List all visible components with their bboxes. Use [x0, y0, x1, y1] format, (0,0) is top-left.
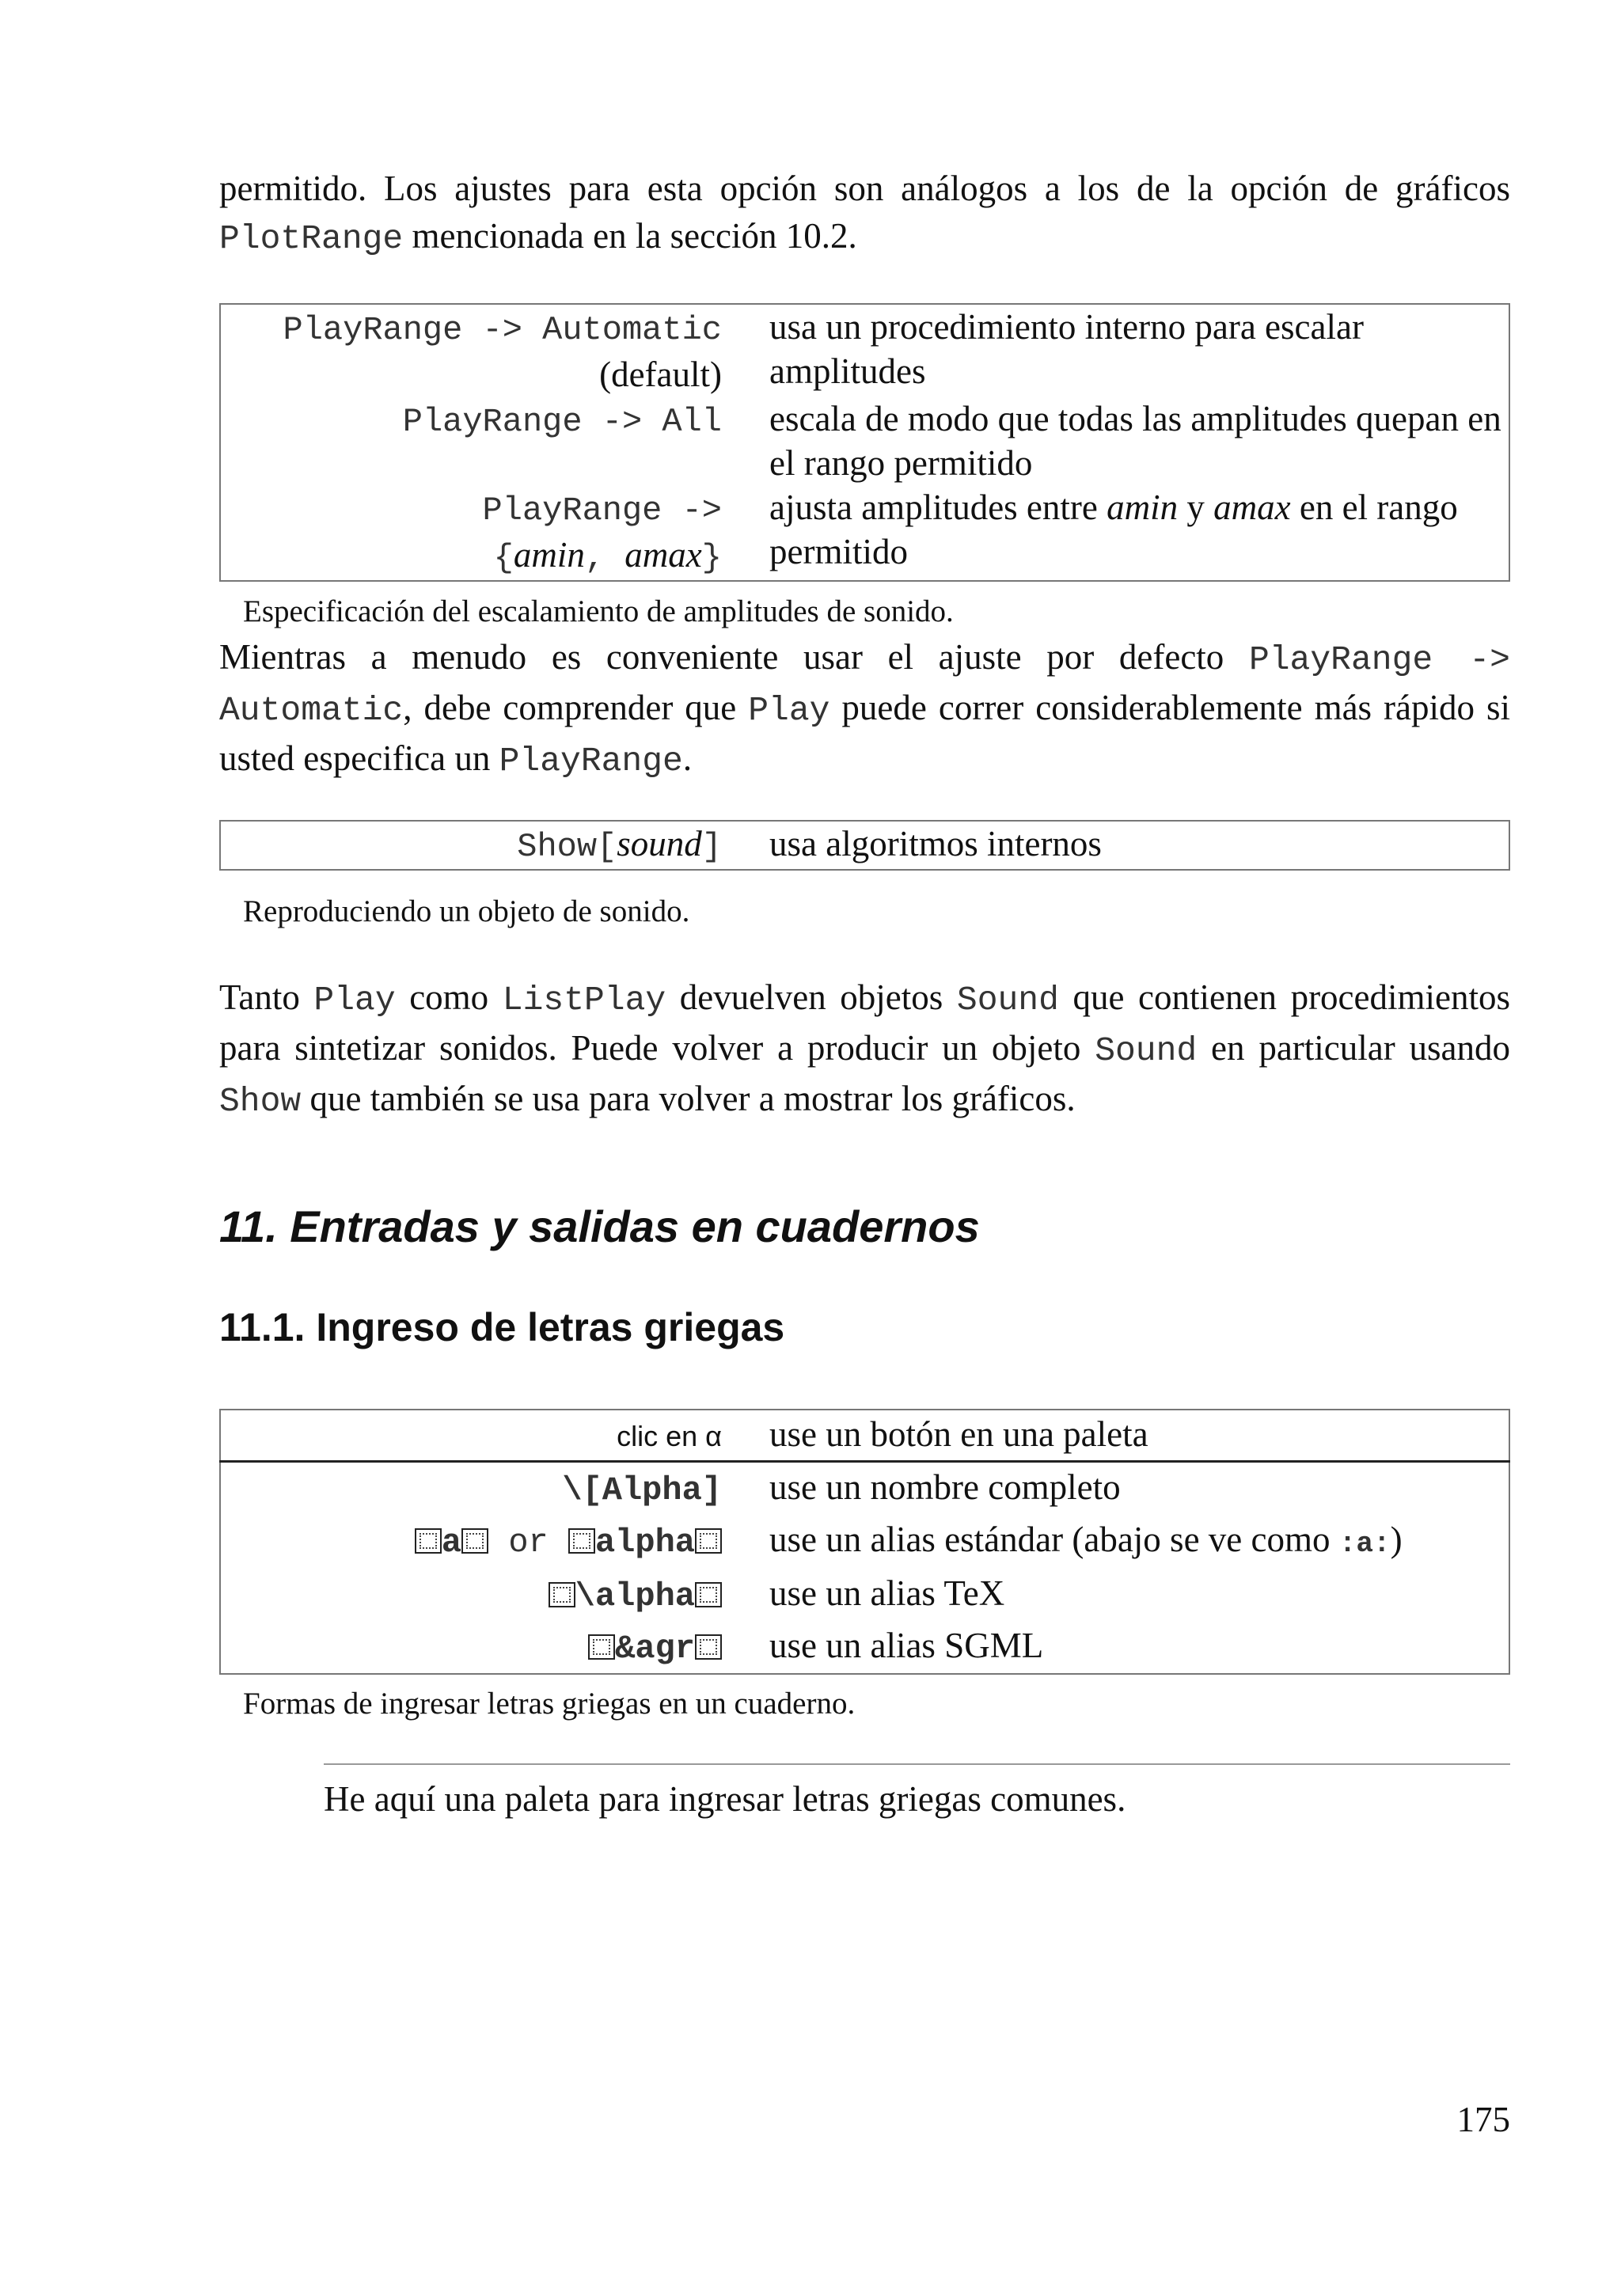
- esc-key-icon: [695, 1528, 722, 1554]
- italic-arg: amax: [624, 535, 702, 575]
- alias-glyph: :a:: [1338, 1528, 1391, 1560]
- spec-table: [219, 303, 1510, 582]
- table-row: [220, 821, 1509, 870]
- cell-text: use un alias estándar (abajo se ve como: [769, 1520, 1339, 1559]
- table-cell-right: use un botón en una paleta: [769, 1414, 1148, 1454]
- table-cell-right: use un nombre completo: [769, 1467, 1121, 1507]
- code-text: Show[: [517, 828, 617, 866]
- inline-code: Play: [748, 691, 830, 730]
- section-title: 11. Entradas y salidas en cuadernos: [219, 1201, 980, 1251]
- table-row: [220, 304, 1509, 397]
- body-text: .: [682, 738, 693, 778]
- body-text: Tanto: [219, 977, 314, 1017]
- cell-text: y: [1178, 488, 1214, 527]
- show-table: [219, 820, 1510, 871]
- note-text: (default): [599, 355, 722, 394]
- esc-key-icon: [695, 1582, 722, 1607]
- table-row: [220, 1569, 1509, 1621]
- table-cell-right: usa algoritmos internos: [769, 824, 1102, 863]
- body-text: , debe comprender que: [403, 688, 749, 727]
- table-row: [220, 397, 1509, 485]
- table-cell-right: [746, 485, 1509, 581]
- code-text: PlayRange -> Automatic: [283, 311, 722, 349]
- italic-arg: amin: [1107, 488, 1179, 527]
- body-text: que también se usa para volver a mostrar los gráficos.: [301, 1079, 1076, 1118]
- table-cell-right: use un alias SGML: [769, 1626, 1044, 1665]
- esc-key-icon: [695, 1634, 722, 1660]
- code-text: {: [493, 539, 514, 577]
- inline-code: Play: [313, 981, 396, 1019]
- code-text: \[Alpha]: [562, 1471, 722, 1509]
- code-text: a: [441, 1524, 462, 1562]
- table-caption: Especificación del escalamiento de amplitudes de sonido.: [243, 594, 954, 628]
- body-text: en particular usando: [1197, 1028, 1511, 1068]
- table-cell-right: [746, 1515, 1509, 1569]
- esc-key-icon: [549, 1582, 575, 1607]
- note-text: He aquí una paleta para ingresar letras griegas comunes.: [324, 1779, 1126, 1819]
- code-text: \alpha: [575, 1577, 695, 1615]
- cell-text: en el rango permitido: [769, 488, 1458, 571]
- inline-code: Sound: [956, 981, 1059, 1019]
- esc-key-icon: [568, 1528, 595, 1554]
- code-text: }: [701, 539, 722, 577]
- table-cell-left: [220, 485, 746, 581]
- cell-text: ajusta amplitudes entre: [769, 488, 1107, 527]
- palette-button-label: clic en α: [617, 1420, 722, 1452]
- inline-code: PlayRange: [499, 742, 683, 780]
- italic-arg: amax: [1213, 488, 1291, 527]
- spec-table: [219, 820, 1510, 871]
- esc-key-icon: [588, 1634, 615, 1660]
- table-cell-right: usa un procedimiento interno para escalar amplitudes: [769, 307, 1364, 391]
- body-paragraph: [219, 973, 1510, 1125]
- table-cell-left: [220, 1515, 746, 1569]
- body-text: que contienen procedimientos para sintetizar sonidos. Puede volver a producir un objeto: [219, 977, 1510, 1068]
- table-cell-left: [220, 821, 746, 870]
- body-paragraph: [219, 633, 1510, 785]
- code-text: PlayRange -> All: [402, 403, 722, 441]
- table-cell-right: use un alias TeX: [769, 1573, 1005, 1613]
- intro-text: mencionada en la sección 10.2.: [403, 216, 857, 256]
- italic-arg: amin: [513, 535, 585, 575]
- table-cell-left: [220, 1621, 746, 1674]
- note-divider: [324, 1763, 1510, 1765]
- esc-key-icon: [461, 1528, 488, 1554]
- italic-arg: sound: [617, 824, 702, 863]
- table-cell-left: [220, 304, 746, 397]
- body-text: puede correr considerablemente más rápido si usted especifica un: [219, 688, 1510, 778]
- body-text: como: [395, 977, 503, 1017]
- table-cell-left: [220, 1569, 746, 1621]
- body-text: devuelven objetos: [666, 977, 957, 1017]
- inline-code: Sound: [1095, 1031, 1198, 1070]
- cell-text: ): [1390, 1520, 1403, 1559]
- inline-code: ListPlay: [502, 981, 666, 1019]
- greek-input-table: [219, 1409, 1510, 1675]
- body-text: Mientras a menudo es conveniente usar el ajuste por defecto: [219, 637, 1249, 677]
- table-row: [220, 1621, 1509, 1674]
- playrange-table: [219, 303, 1510, 582]
- code-text: ]: [701, 828, 722, 866]
- table-cell-right: escala de modo que todas las amplitudes quepan en el rango permitido: [769, 399, 1501, 483]
- table-row: [220, 1410, 1509, 1462]
- inline-code: PlotRange: [219, 219, 404, 258]
- spec-table: [219, 1409, 1510, 1675]
- code-text: PlayRange ->: [482, 491, 722, 529]
- inline-code: PlayRange -> Automatic: [219, 640, 1510, 730]
- table-cell-left: [220, 397, 746, 485]
- table-cell-left: [220, 1462, 746, 1516]
- intro-paragraph: [219, 165, 1510, 263]
- page-number: 175: [1456, 2100, 1510, 2139]
- code-text: alpha: [594, 1524, 695, 1562]
- intro-text: permitido. Los ajustes para esta opción son análogos a los de la opción de gráficos: [219, 169, 1510, 208]
- esc-key-icon: [415, 1528, 442, 1554]
- table-caption: Reproduciendo un objeto de sonido.: [243, 894, 690, 928]
- table-cell-left: [220, 1410, 746, 1462]
- table-row: [220, 485, 1509, 581]
- code-text: &agr: [615, 1630, 695, 1668]
- table-caption: Formas de ingresar letras griegas en un cuaderno.: [243, 1687, 856, 1721]
- table-row: [220, 1462, 1509, 1516]
- table-row: [220, 1515, 1509, 1569]
- inline-code: Show: [219, 1082, 302, 1121]
- code-text: ,: [584, 539, 625, 577]
- code-text: or: [488, 1524, 568, 1562]
- subsection-title: 11.1. Ingreso de letras griegas: [219, 1305, 785, 1349]
